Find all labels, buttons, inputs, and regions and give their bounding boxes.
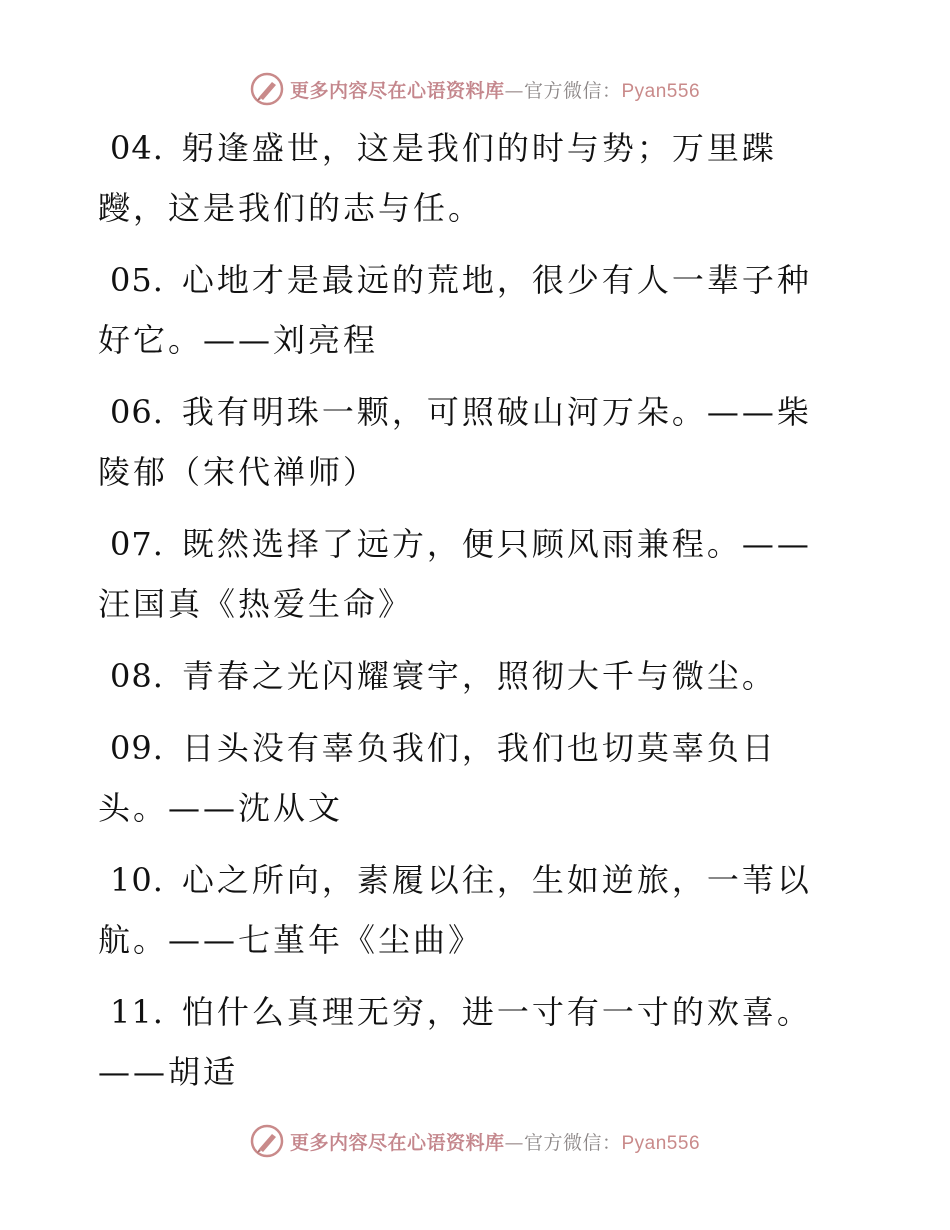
quote-text: 心之所向，素履以往，生如逆旅，一苇以航。——七堇年《尘曲》	[98, 861, 812, 959]
footer-watermark	[0, 1124, 950, 1158]
quote-text: 怕什么真理无穷，进一寸有一寸的欢喜。——胡适	[98, 993, 812, 1091]
quote-text: 既然选择了远方，便只顾风雨兼程。——汪国真《热爱生命》	[98, 525, 812, 623]
quote-text: 躬逢盛世，这是我们的时与势；万里蹀躞，这是我们的志与任。	[98, 129, 777, 227]
quote-entry-09	[98, 718, 843, 838]
pen-logo-icon	[250, 1124, 284, 1158]
quote-entry-08	[98, 646, 843, 706]
quote-text: 青春之光闪耀寰宇，照彻大千与微尘。	[181, 657, 777, 695]
quote-text: 我有明珠一颗，可照破山河万朵。——柴陵郁（宋代禅师）	[98, 393, 812, 491]
pen-logo-icon	[250, 72, 284, 106]
watermark-dash: —	[504, 1131, 524, 1154]
quote-number: 08.	[110, 657, 164, 695]
watermark-main-text: 更多内容尽在心语资料库	[289, 1131, 505, 1154]
watermark-text	[290, 1128, 700, 1155]
quote-list	[98, 118, 843, 1114]
watermark-text	[290, 76, 700, 103]
quote-number: 11.	[110, 993, 164, 1031]
quote-entry-05	[98, 250, 843, 370]
quote-number: 04.	[110, 129, 164, 167]
quote-text: 心地才是最远的荒地，很少有人一辈子种好它。——刘亮程	[98, 261, 812, 359]
quote-entry-06	[98, 382, 843, 502]
quote-number: 06.	[110, 393, 164, 431]
quote-entry-07	[98, 514, 843, 634]
watermark-id: Pyan556	[621, 80, 701, 102]
quote-number: 05.	[110, 261, 164, 299]
quote-number: 09.	[110, 729, 164, 767]
watermark-dash: —	[504, 79, 524, 102]
watermark-label: 官方微信：	[523, 1131, 622, 1154]
watermark-label: 官方微信：	[523, 79, 622, 102]
watermark-id: Pyan556	[621, 1132, 701, 1154]
quote-number: 10.	[110, 861, 164, 899]
watermark-main-text: 更多内容尽在心语资料库	[289, 79, 505, 102]
quote-entry-11	[98, 982, 843, 1102]
quote-number: 07.	[110, 525, 164, 563]
header-watermark	[0, 72, 950, 106]
quote-entry-10	[98, 850, 843, 970]
quote-entry-04	[98, 118, 843, 238]
quote-text: 日头没有辜负我们，我们也切莫辜负日头。——沈从文	[98, 729, 777, 827]
